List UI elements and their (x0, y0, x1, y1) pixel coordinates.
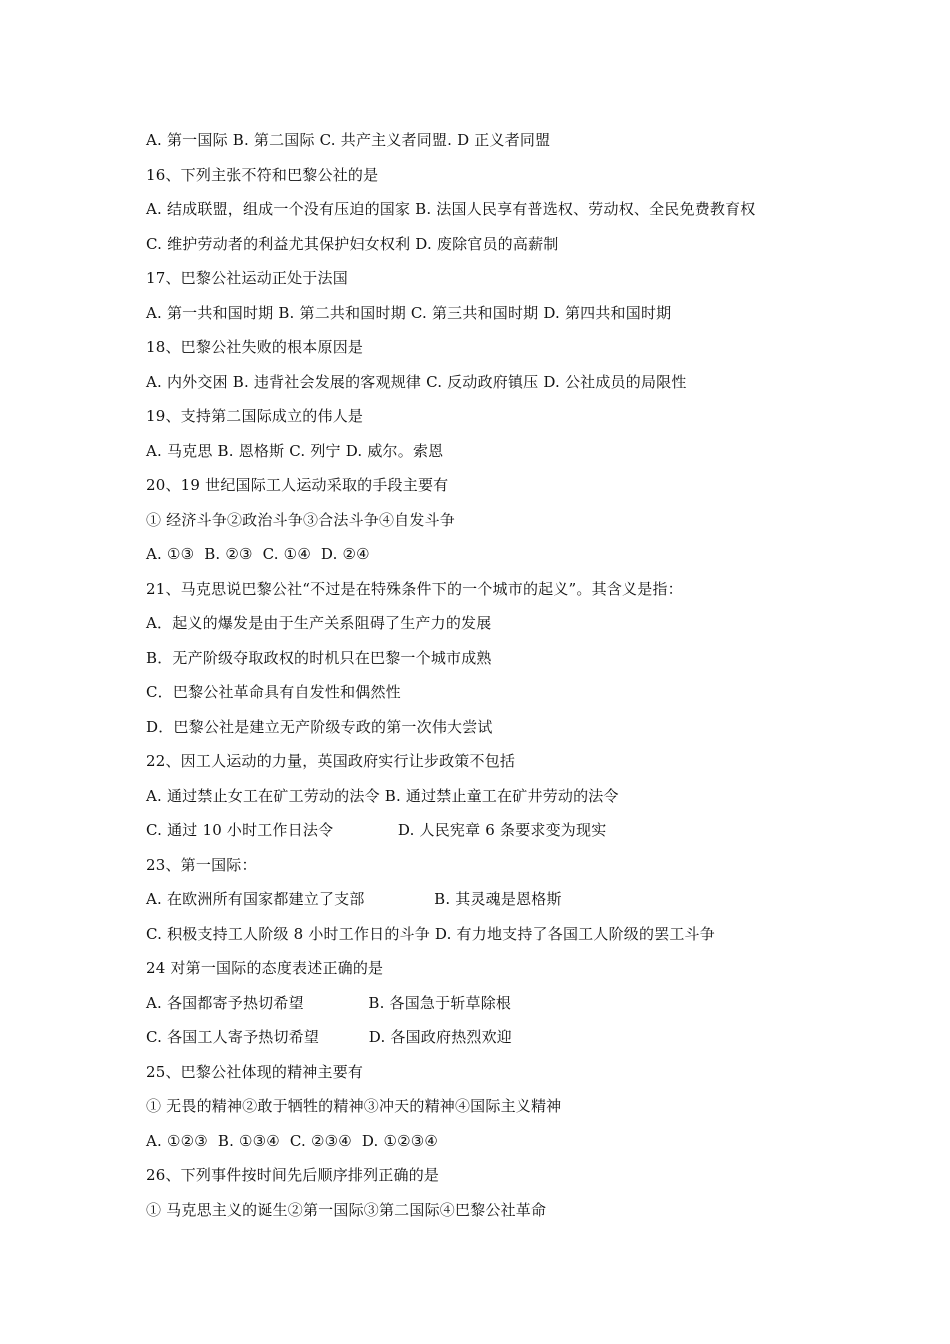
option-line: A. ①②③ B. ①③④ C. ②③④ D. ①②③④ (146, 1131, 439, 1150)
option-line: A. ①③ B. ②③ C. ①④ D. ②④ (146, 545, 370, 563)
question-24: 24 对第一国际的态度表述正确的是 (146, 959, 384, 977)
option-a: A．起义的爆发是由于生产关系阻碍了生产力的发展 (146, 614, 492, 632)
question-21: 21、马克思说巴黎公社“不过是在特殊条件下的一个城市的起义”。其含义是指： (146, 579, 683, 598)
question-20: 20、19 世纪国际工人运动采取的手段主要有 (146, 476, 449, 494)
question-22: 22、因工人运动的力量，英国政府实行让步政策不包括 (146, 752, 516, 770)
option-line: A. 第一国际 B. 第二国际 C. 共产主义者同盟. D 正义者同盟 (146, 131, 551, 149)
option-line: A. 在欧洲所有国家都建立了支部 B. 其灵魂是恩格斯 (146, 890, 562, 908)
statement-list: ① 无畏的精神②敢于牺牲的精神③冲天的精神④国际主义精神 (146, 1097, 562, 1115)
option-line: A. 内外交困 B. 违背社会发展的客观规律 C. 反动政府镇压 D. 公社成员的局限性 (146, 372, 687, 391)
question-18: 18、巴黎公社失败的根本原因是 (146, 338, 364, 356)
option-line: A. 各国都寄予热切希望 B. 各国急于斩草除根 (146, 993, 512, 1012)
question-23: 23、第一国际： (146, 855, 257, 874)
document-body (146, 126, 846, 1230)
option-line: A. 马克思 B. 恩格斯 C. 列宁 D. 威尔。索恩 (146, 441, 444, 460)
option-line: C. 积极支持工人阶级 8 小时工作日的斗争 D. 有力地支持了各国工人阶级的罢工斗争 (146, 924, 715, 943)
statement-list: ① 马克思主义的诞生②第一国际③第二国际④巴黎公社革命 (146, 1200, 547, 1219)
option-line: C. 维护劳动者的利益尤其保护妇女权利 D. 废除官员的高薪制 (146, 234, 559, 253)
option-line: C. 各国工人寄予热切希望 D. 各国政府热烈欢迎 (146, 1028, 512, 1046)
question-26: 26、下列事件按时间先后顺序排列正确的是 (146, 1166, 440, 1184)
question-16: 16、下列主张不符和巴黎公社的是 (146, 165, 379, 184)
option-d: D．巴黎公社是建立无产阶级专政的第一次伟大尝试 (146, 717, 493, 736)
option-line: A. 通过禁止女工在矿工劳动的法令 B. 通过禁止童工在矿井劳动的法令 (146, 786, 619, 805)
statement-list: ① 经济斗争②政治斗争③合法斗争④自发斗争 (146, 510, 455, 529)
question-25: 25、巴黎公社体现的精神主要有 (146, 1062, 364, 1081)
question-19: 19、支持第二国际成立的伟人是 (146, 407, 364, 425)
option-line: C. 通过 10 小时工作日法令 D. 人民宪章 6 条要求变为现实 (146, 821, 607, 839)
option-c: C．巴黎公社革命具有自发性和偶然性 (146, 683, 401, 701)
option-b: B．无产阶级夺取政权的时机只在巴黎一个城市成熟 (146, 648, 492, 667)
question-17: 17、巴黎公社运动正处于法国 (146, 269, 348, 287)
option-line: A. 结成联盟，组成一个没有压迫的国家 B. 法国人民享有普选权、劳动权、全民免费教育权 (146, 200, 756, 218)
option-line: A. 第一共和国时期 B. 第二共和国时期 C. 第三共和国时期 D. 第四共和国时期 (146, 303, 672, 322)
